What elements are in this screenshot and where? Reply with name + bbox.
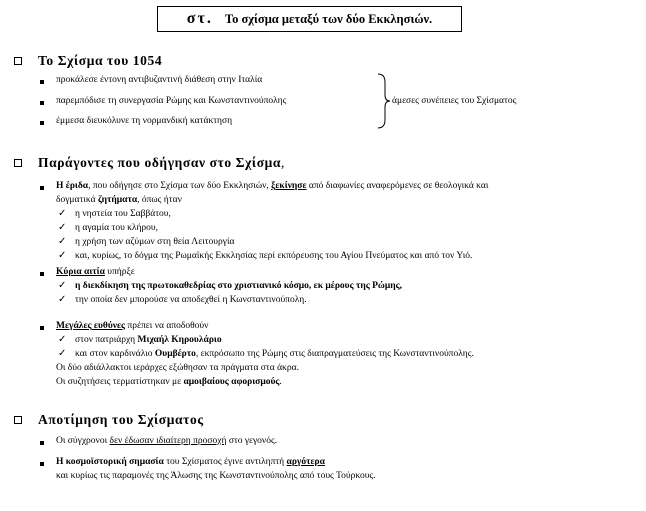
title-box — [157, 6, 462, 32]
lead-text: Η έριδα — [56, 181, 89, 191]
section2-heading-text: Παράγοντες που οδήγησαν στο Σχίσμα — [38, 155, 282, 170]
mid-text: , που οδήγησε στο Σχίσμα των δύο Εκκλησιών, — [88, 181, 272, 191]
check-icon: ✓ — [58, 236, 67, 247]
section1-item: παρεμπόδισε τη συνεργασία Ρώμης και Κωνσταντινούπολης — [56, 96, 287, 106]
bullet-icon — [40, 80, 44, 84]
section-marker-icon — [14, 159, 22, 167]
check-item: η διεκδίκηση της πρωτοκαθεδρίας στο χριστιανικό κόσμο, εκ μέρους της Ρώμης, — [75, 281, 403, 291]
bullet-icon — [40, 326, 44, 330]
section1-item: προκάλεσε έντονη αντιβυζαντινή διάθεση στην Ιταλία — [56, 75, 263, 85]
check-icon: ✓ — [58, 222, 67, 233]
heading-comma: , — [281, 155, 286, 170]
underlined-text: αργότερα — [286, 457, 325, 467]
rest-text: υπήρξε — [104, 267, 135, 277]
paragraph-line — [56, 377, 282, 387]
page-title: Το σχίσμα μεταξύ των δύο Εκκλησιών. — [224, 11, 433, 26]
paragraph-line: Οι δύο αδιάλλακτοι ιεράρχες εξώθησαν τα πράγματα στα άκρα. — [56, 363, 299, 373]
brace-label: άμεσες συνέπειες του Σχίσματος — [392, 96, 517, 106]
check-icon: ✓ — [58, 334, 67, 345]
check-item — [75, 349, 474, 359]
bold-text: Ουμβέρτο — [154, 349, 196, 359]
bold-text: αμοιβαίους αφορισμούς — [183, 377, 280, 387]
check-item — [75, 335, 222, 345]
text: και στον καρδινάλιο — [75, 349, 155, 359]
assessment-bullet-2-line2: και κυρίως τις παραμονές της Άλωσης της Κωνσταντινούπολης από τους Τούρκους. — [56, 471, 376, 481]
check-item: η χρήση των αζύμων στη θεία Λειτουργία — [75, 237, 235, 247]
cause-bullet-1 — [56, 181, 488, 191]
right-brace-icon — [376, 72, 392, 130]
bullet-icon — [40, 441, 44, 445]
bullet-icon — [40, 186, 44, 190]
text: Οι σύγχρονοι — [56, 436, 110, 446]
check-item: η νηστεία του Σαββάτου, — [75, 209, 171, 219]
section3-heading: Αποτίμηση του Σχίσματος — [38, 412, 204, 427]
text: Οι συζητήσεις τερματίστηκαν με — [56, 377, 184, 387]
bold-text: κοσμοϊστορική σημασία — [65, 457, 164, 467]
lead-text: Κύρια αιτία — [56, 267, 105, 277]
bold-text: ζητήματα — [97, 195, 138, 205]
text: Η — [56, 457, 66, 467]
lead-text: Μεγάλες ευθύνες — [56, 321, 126, 331]
cause-bullet-2 — [56, 267, 135, 277]
check-item: η αγαμία του κλήρου, — [75, 223, 158, 233]
check-icon: ✓ — [58, 250, 67, 261]
text: , όπως ήταν — [137, 195, 182, 205]
bullet-icon — [40, 101, 44, 105]
check-item: και, κυρίως, το δόγμα της Ρωμαϊκής Εκκλησίας περί εκπόρευσης του Αγίου Πνεύματος και από τον Υιό. — [75, 251, 473, 261]
rest-text: από διαφωνίες αναφερόμενες σε θεολογικά και — [306, 181, 489, 191]
text: στο γεγονός. — [226, 436, 278, 446]
check-icon: ✓ — [58, 294, 67, 305]
check-icon: ✓ — [58, 280, 67, 291]
check-item: την οποία δεν μπορούσε να αποδεχθεί η Κωνσταντινούπολη. — [75, 295, 307, 305]
bullet-icon — [40, 272, 44, 276]
cause-bullet-3 — [56, 321, 208, 331]
underlined-text: δεν έδωσαν ιδιαίτερη προσοχή — [109, 436, 227, 446]
section-marker-icon — [14, 416, 22, 424]
text: του Σχίσματος έγινε αντιληπτή — [163, 457, 287, 467]
text: , εκπρόσωπο της Ρώμης στις διαπραγματεύσεις της Κωνσταντινούπολης. — [195, 349, 474, 359]
section-marker-icon — [14, 57, 22, 65]
cause-bullet-1-line2 — [56, 195, 182, 205]
bullet-icon — [40, 121, 44, 125]
key-text: ξεκίνησε — [271, 181, 307, 191]
text: στον πατριάρχη — [75, 335, 138, 345]
title-prefix: στ. — [186, 10, 213, 27]
section1-item: έμμεσα διευκόλυνε τη νορμανδική κατάκτηση — [56, 116, 233, 126]
check-icon: ✓ — [58, 348, 67, 359]
assessment-bullet-1 — [56, 436, 277, 446]
bullet-icon — [40, 462, 44, 466]
assessment-bullet-2 — [56, 457, 325, 467]
text: . — [279, 377, 282, 387]
section1-heading: Το Σχίσμα του 1054 — [38, 53, 163, 68]
rest-text: πρέπει να αποδοθούν — [125, 321, 209, 331]
section2-heading — [38, 155, 285, 171]
check-icon: ✓ — [58, 208, 67, 219]
bold-text: Μιχαήλ Κηρουλάριο — [137, 335, 222, 345]
text: δογματικά — [56, 195, 98, 205]
